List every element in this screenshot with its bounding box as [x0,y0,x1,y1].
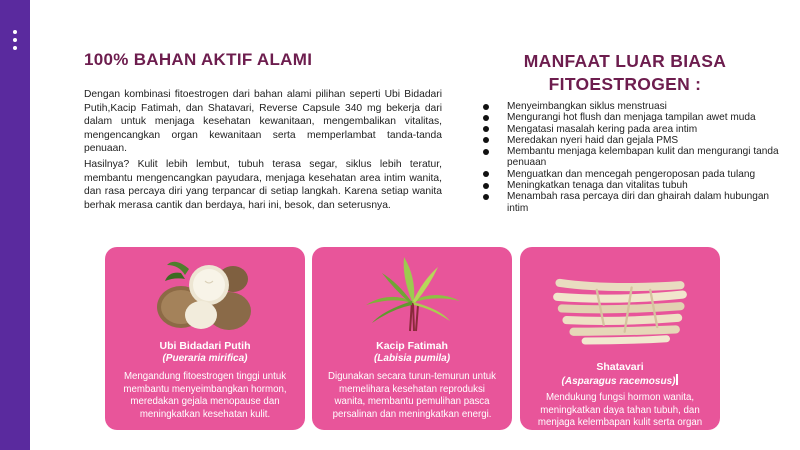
tuber-icon [145,251,265,337]
root-bundle-icon [545,255,695,355]
ingredient-description: Mengandung fitoestrogen tinggi untuk membantu menyeimbangkan hormon, meredakan gejala menopause dan meningkatkan kesehatan kulit. [123,371,287,420]
section-title-left: 100% BAHAN AKTIF ALAMI [84,50,313,69]
benefit-item: Meningkatkan tenaga dan vitalitas tubuh [480,180,780,191]
benefit-item: Mengatasi masalah kering pada area intim [480,124,780,135]
section-title-right [500,50,750,96]
ingredient-card-kacip-fatimah [312,247,512,430]
benefit-item: Mengurangi hot flush dan menjaga tampilan awet muda [480,112,780,123]
ingredient-latin-name: (Pueraria mirifica) [162,353,248,364]
right-title-line2: FITOESTROGEN : [548,74,702,94]
intro-paragraph: Dengan kombinasi fitoestrogen dari bahan alami pilihan seperti Ubi Bidadari Putih,Kacip Fatimah, dan Shatavari, Reverse Capsule 340 mg bekerja dari dalam untuk menjaga kesehatan kewanitaan, mengembalikan vitalitas, mengencangkan organ kewanitaan serta memperlambat tanda-tanda penuaan. [84,89,442,155]
more-options-icon[interactable] [10,30,20,50]
result-paragraph: Hasilnya? Kulit lebih lembut, tubuh terasa segar, siklus lebih teratur, membantu mengencangkan payudara, menjaga kesehatan area intim wanita, dan rasa percaya diri yang terpancar di setiap langkah. Karena setiap wanita berhak merasa cantik dan berdaya, hari ini, besok, dan seterusnya. [84,159,442,211]
ingredient-description: Mendukung fungsi hormon wanita, meningkatkan daya tahan tubuh, dan menjaga kelembapan kulit serta organ kewanitaan. [537,392,703,441]
right-title-line1: MANFAAT LUAR BIASA [523,51,727,71]
ingredient-latin-name: (Labisia pumila) [373,353,451,364]
ingredient-card-shatavari [520,247,720,441]
herb-plant-icon [352,251,472,337]
benefit-item: Menyeimbangkan siklus menstruasi [480,101,780,112]
text-cursor [676,374,678,385]
benefit-item: Menambah rasa percaya diri dan ghairah dalam hubungan intim [480,191,780,214]
ingredient-description: Digunakan secara turun-temurun untuk memelihara kesehatan reproduksi wanita, membantu pemulihan pasca persalinan dan meningkatkan energi. [327,371,496,420]
ingredient-latin-name [520,374,720,387]
benefit-item: Menguatkan dan mencegah pengeroposan pada tulang [480,169,780,180]
ingredient-name: Shatavari [596,361,644,373]
benefit-item: Membantu menjaga kelembapan kulit dan mengurangi tanda penuaan [480,146,780,169]
benefit-item: Meredakan nyeri haid dan gejala PMS [480,135,780,146]
benefits-list [480,101,780,214]
ingredient-name: Ubi Bidadari Putih [159,340,251,352]
ingredient-card-ubi-bidadari [105,247,305,430]
ingredient-name: Kacip Fatimah [376,340,448,352]
ingredient-latin-text: (Asparagus racemosus) [561,376,676,387]
side-strip [0,0,30,450]
